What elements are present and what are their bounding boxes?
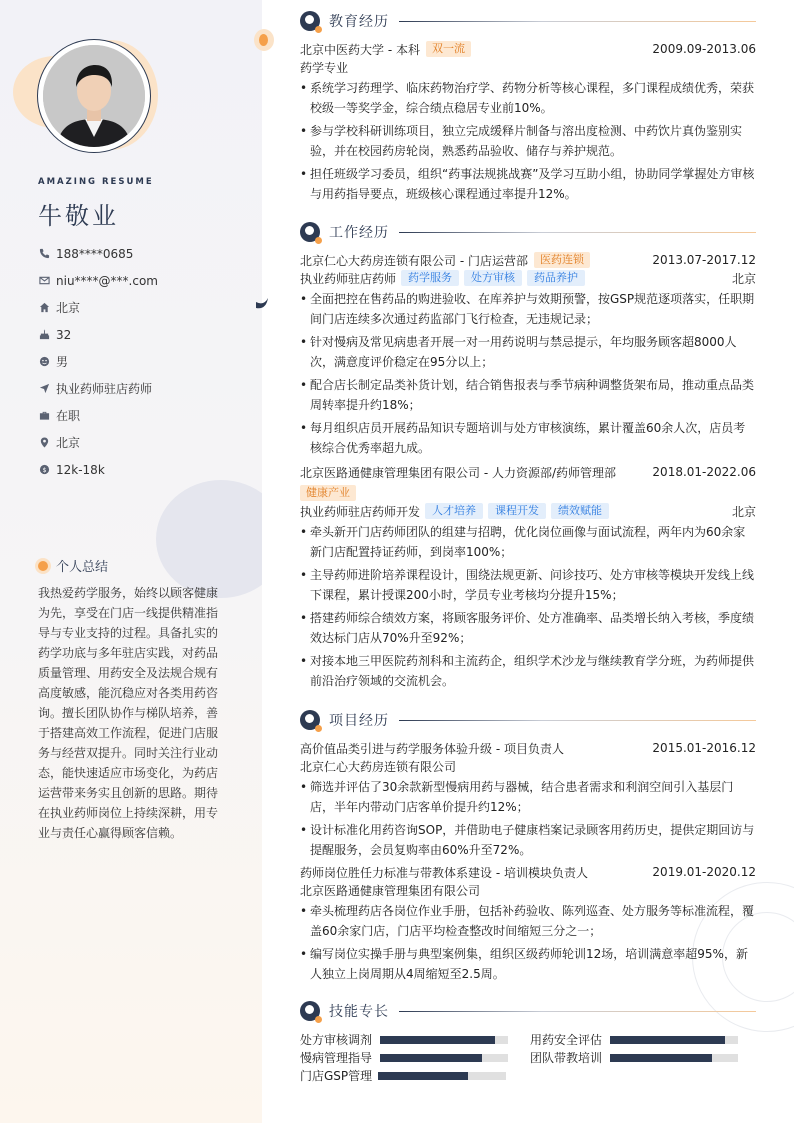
skill-row bbox=[300, 1067, 506, 1084]
job-header-row bbox=[300, 463, 756, 481]
school-tag: 双一流 bbox=[426, 41, 471, 57]
section-divider bbox=[399, 1011, 756, 1012]
summary-title: 个人总结 bbox=[56, 560, 109, 575]
list-item: • 每月组织店员开展药品知识专题培训与处方审核演练，累计覆盖60余人次，店员考核综合优秀率超九成。 bbox=[300, 418, 756, 458]
job-block-1 bbox=[300, 251, 756, 461]
project-bullets bbox=[300, 777, 756, 860]
project-org-row bbox=[300, 757, 756, 775]
skill-tag: 处方审核 bbox=[464, 270, 522, 286]
skill-bar bbox=[610, 1036, 738, 1044]
section-title: 教育经历 bbox=[329, 14, 389, 30]
skill-tag: 药品养护 bbox=[527, 270, 585, 286]
section-divider bbox=[399, 720, 756, 721]
skill-name: 团队带教培训 bbox=[530, 1051, 603, 1065]
section-header-skills bbox=[300, 1000, 756, 1022]
industry-tag: 健康产业 bbox=[300, 485, 356, 501]
location-pin-icon bbox=[38, 437, 50, 449]
age-value: 32 bbox=[56, 327, 72, 342]
project-bullets bbox=[300, 901, 756, 984]
sidebar bbox=[0, 0, 262, 1123]
job-role: 执业药师驻店药师 bbox=[300, 271, 397, 286]
skill-tag: 课程开发 bbox=[488, 503, 546, 519]
skill-name: 处方审核调剂 bbox=[300, 1033, 373, 1047]
section-header-projects bbox=[300, 709, 756, 731]
location-value: 北京 bbox=[56, 436, 81, 450]
list-item: • 主导药师进阶培养课程设计，围绕法规更新、问诊技巧、处方审核等模块开发线上线下课程，累计授课200小时，学员专业考核均分提升15%； bbox=[300, 565, 756, 605]
decorative-blob bbox=[156, 480, 262, 598]
summary-heading bbox=[38, 556, 108, 575]
decorative-crescent bbox=[256, 288, 270, 312]
project-org-row bbox=[300, 881, 756, 899]
major-row bbox=[300, 58, 756, 76]
phone-icon bbox=[38, 248, 50, 260]
list-item: • 筛选并评估了30余款新型慢病用药与器械，结合患者需求和利润空间引入基层门店，半年内带动门店客单价提升约12%； bbox=[300, 777, 756, 817]
info-row-job bbox=[38, 375, 248, 402]
project-period: 2015.01-2016.12 bbox=[652, 741, 756, 755]
list-item: • 参与学校科研训练项目，独立完成缓释片制备与溶出度检测、中药饮片真伪鉴别实验，并在校园药房轮岗，熟悉药品验收、储存与养护规范。 bbox=[300, 121, 756, 161]
list-item: • 对接本地三甲医院药剂科和主流药企，组织学术沙龙与继续教育学分班，为药师提供前沿治疗领域的交流机会。 bbox=[300, 651, 756, 691]
list-item: • 设计标准化用药咨询SOP，并借助电子健康档案记录顾客用药历史，提供定期回访与提醒服务，会员复购率由60%升至72%。 bbox=[300, 820, 756, 860]
project-name: 高价值品类引进与药学服务体验升级 - 项目负责人 bbox=[300, 741, 564, 756]
gender-value: 男 bbox=[56, 355, 69, 369]
list-item: • 针对慢病及常见病患者开展一对一用药说明与禁忌提示，年均服务顾客超8000人次，满意度评价稳定在95分以上； bbox=[300, 332, 756, 372]
section-title: 工作经历 bbox=[329, 225, 389, 241]
skill-tag: 人才培养 bbox=[425, 503, 483, 519]
avatar bbox=[37, 39, 151, 153]
summary-text: 我热爱药学服务，始终以顾客健康为先，享受在门店一线提供精准指导与专业支持的过程。具备扎实的药学功底与多年驻店实践，对药品质量管理、用药安全及法规合规有高度敏感，能沉稳应对各类用药咨询。擅长团队协作与梯队培养，善于搭建高效工作流程，促进门店服务与经营双提升。同时关注行业动态，能快速适应市场变化，为药店运营带来务实且创新的思路。期待在执业药师岗位上持续深耕，用专业与责任心赢得顾客信赖。 bbox=[38, 586, 219, 840]
salary-value: 12k-18k bbox=[56, 462, 105, 477]
phone-value: 188****0685 bbox=[56, 246, 134, 261]
industry-tag-row bbox=[300, 484, 756, 502]
info-row-location bbox=[38, 429, 248, 456]
list-item: • 全面把控在售药品的购进验收、在库养护与效期预警，按GSP规范逐项落实，任职期间门店连续多次通过药监部门飞行检查，无违规记录； bbox=[300, 289, 756, 329]
skill-bar-fill bbox=[610, 1054, 712, 1062]
education-period: 2009.09-2013.06 bbox=[652, 42, 756, 56]
list-item: • 搭建药师综合绩效方案，将顾客服务评价、处方准确率、品类增长纳入考核，季度绩效达标门店从70%升至92%； bbox=[300, 608, 756, 648]
job-block-2 bbox=[300, 463, 756, 694]
home-value: 北京 bbox=[56, 301, 81, 315]
education-block bbox=[300, 40, 756, 207]
section-icon bbox=[300, 11, 320, 31]
skill-name: 用药安全评估 bbox=[530, 1033, 603, 1047]
project-block-1 bbox=[300, 739, 756, 863]
project-block-2 bbox=[300, 863, 756, 987]
section-icon bbox=[300, 1001, 320, 1021]
section-header-work bbox=[300, 221, 756, 243]
skill-bar bbox=[380, 1054, 508, 1062]
info-row-status bbox=[38, 402, 248, 429]
job-role: 执业药师驻店药师开发 bbox=[300, 504, 421, 519]
skill-bar bbox=[378, 1072, 506, 1080]
project-header-row bbox=[300, 739, 756, 757]
mail-icon bbox=[38, 275, 50, 287]
role-row bbox=[300, 502, 756, 520]
company-name: 北京仁心大药房连锁有限公司 - 门店运营部 bbox=[300, 253, 528, 268]
svg-text:$: $ bbox=[41, 465, 47, 474]
school-name: 北京中医药大学 - 本科 bbox=[300, 42, 420, 57]
section-divider bbox=[399, 21, 756, 22]
skill-row bbox=[530, 1031, 738, 1048]
section-title: 技能专长 bbox=[329, 1004, 389, 1020]
skill-bar-fill bbox=[380, 1054, 482, 1062]
list-item: • 担任班级学习委员，组织“药事法规挑战赛”及学习互助小组，协助同学掌握处方审核与用药指导要点，班级核心课程通过率提升12%。 bbox=[300, 164, 756, 204]
project-org: 北京医路通健康管理集团有限公司 bbox=[300, 883, 481, 898]
role-row bbox=[300, 269, 756, 287]
project-org: 北京仁心大药房连锁有限公司 bbox=[300, 759, 457, 774]
company-name: 北京医路通健康管理集团有限公司 - 人力资源部/药师管理部 bbox=[300, 465, 617, 480]
section-divider bbox=[399, 232, 756, 233]
salary-icon bbox=[38, 464, 50, 476]
project-name: 药师岗位胜任力标准与带教体系建设 - 培训模块负责人 bbox=[300, 865, 588, 880]
job-period: 2018.01-2022.06 bbox=[652, 465, 756, 479]
decorative-dot bbox=[254, 29, 274, 51]
skill-name: 慢病管理指导 bbox=[300, 1051, 373, 1065]
list-item: • 牵头新开门店药师团队的组建与招聘，优化岗位画像与面试流程，两年内为60余家新门店配置持证药师，到岗率100%； bbox=[300, 522, 756, 562]
skill-tag: 绩效赋能 bbox=[551, 503, 609, 519]
list-item: • 配合店长制定品类补货计划，结合销售报表与季节病种调整货架布局，推动重点品类周转率提升约18%； bbox=[300, 375, 756, 415]
job-bullets bbox=[300, 522, 756, 691]
job-value: 执业药师驻店药师 bbox=[56, 382, 153, 396]
info-row-age bbox=[38, 321, 248, 348]
info-row-salary bbox=[38, 456, 248, 483]
skill-tag: 药学服务 bbox=[401, 270, 459, 286]
section-icon bbox=[300, 222, 320, 242]
info-row-email bbox=[38, 267, 248, 294]
skill-name: 门店GSP管理 bbox=[300, 1069, 373, 1083]
info-row-phone bbox=[38, 240, 248, 267]
skill-row bbox=[530, 1049, 738, 1066]
section-icon bbox=[300, 710, 320, 730]
send-icon bbox=[38, 383, 50, 395]
job-city: 北京 bbox=[731, 504, 756, 519]
email-value: niu****@***.com bbox=[56, 273, 158, 288]
job-period: 2013.07-2017.12 bbox=[652, 253, 756, 267]
major: 药学专业 bbox=[300, 60, 349, 75]
eyebrow-text: AMAZING RESUME bbox=[38, 177, 154, 187]
project-period: 2019.01-2020.12 bbox=[652, 865, 756, 879]
briefcase-icon bbox=[38, 410, 50, 422]
industry-tag: 医药连锁 bbox=[534, 252, 590, 268]
info-row-home bbox=[38, 294, 248, 321]
section-header-education bbox=[300, 10, 756, 32]
skill-bar-fill bbox=[380, 1036, 495, 1044]
list-item: • 系统学习药理学、临床药物治疗学、药物分析等核心课程，多门课程成绩优秀，荣获校级一等奖学金，综合绩点稳居专业前10%。 bbox=[300, 78, 756, 118]
skill-row bbox=[300, 1031, 508, 1048]
job-city: 北京 bbox=[731, 271, 756, 286]
section-title: 项目经历 bbox=[329, 713, 389, 729]
skill-row bbox=[300, 1049, 508, 1066]
gender-icon bbox=[38, 356, 50, 368]
candidate-name: 牛敬业 bbox=[38, 202, 119, 230]
cake-icon bbox=[38, 329, 50, 341]
list-item: • 牵头梳理药店各岗位作业手册，包括补药验收、陈列巡查、处方服务等标准流程，覆盖60余家门店，门店平均检查整改时间缩短三分之一； bbox=[300, 901, 756, 941]
list-item: • 编写岗位实操手册与典型案例集，组织区级药师轮训12场，培训满意率超95%，新人独立上岗周期从4周缩短至2.5周。 bbox=[300, 944, 756, 984]
status-value: 在职 bbox=[56, 409, 81, 423]
bullet-dot-icon bbox=[38, 561, 48, 571]
skill-bar-fill bbox=[378, 1072, 468, 1080]
skill-bar bbox=[610, 1054, 738, 1062]
info-row-gender bbox=[38, 348, 248, 375]
education-bullets bbox=[300, 78, 756, 204]
skill-bar bbox=[380, 1036, 508, 1044]
job-header-row bbox=[300, 251, 756, 269]
home-icon bbox=[38, 302, 50, 314]
job-bullets bbox=[300, 289, 756, 458]
profile-photo bbox=[43, 45, 145, 147]
skill-bar-fill bbox=[610, 1036, 725, 1044]
education-header-row bbox=[300, 40, 756, 58]
project-header-row bbox=[300, 863, 756, 881]
contact-info-list bbox=[38, 240, 248, 483]
